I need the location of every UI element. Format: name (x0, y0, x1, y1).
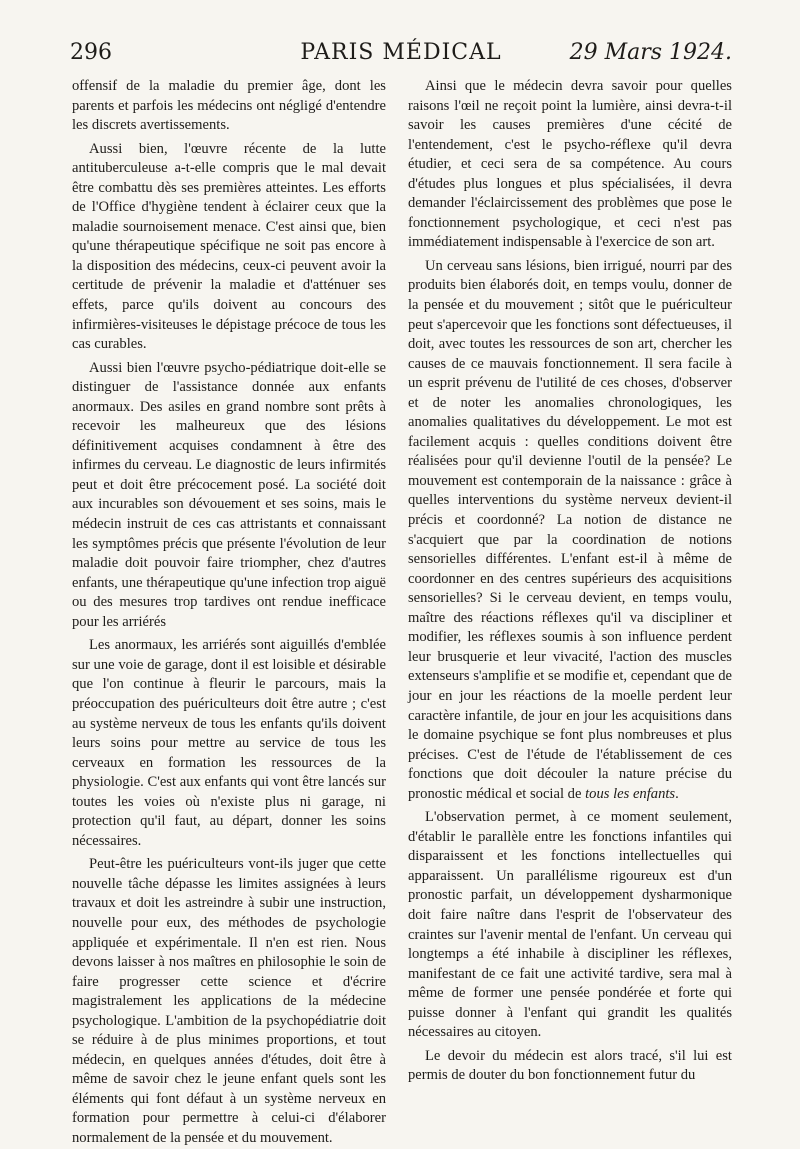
paragraph-end: . (675, 785, 679, 802)
paragraph: Les anormaux, les arriérés sont aiguillés d'emblée sur une voie de garage, dont il est loisible et désirable que l'on continue à fleurir le parcours, mais la préoccupation des puériculteurs doit être autre ; c'est au système nerveux de tous les enfants qu'ils doivent leurs soins pour mettre au service de tous les cerveaux en formation les ressources de la physiologie. C'est aux enfants qui vont être lancés sur toutes les voies où n'existe plus ni garage, ni protection qu'il faut, au départ, donner les soins nécessaires. (72, 637, 386, 849)
paragraph: Aussi bien, l'œuvre récente de la lutte antituberculeuse a-t-elle compris que le mal devait être combattu dès ses premières atteintes. Les efforts de l'Office d'hygiène tendent à éclairer ceux que la maladie sournoisement menace. C'est ainsi que, bien qu'une thérapeutique spécifique ne soit pas encore à la disposition des médecins, ceux-ci peuvent avoir la certitude de prévenir la maladie et d'atténuer ses effets, parce qu'ils doivent au concours des infirmières-visiteuses le dépistage précoce de tous les cas curables. (72, 140, 386, 353)
emphasis-text: tous les enfants (585, 785, 676, 802)
page-number: 296 (70, 40, 112, 65)
right-column (408, 77, 732, 1086)
left-column (72, 77, 386, 1149)
issue-date: 29 Mars 1924. (569, 40, 732, 65)
journal-title: PARIS MÉDICAL (300, 40, 502, 65)
paragraph-text: Un cerveau sans lésions, bien irrigué, nourri par des produits bien élaborés doit, en temps voulu, donner de la pensée et du mouvement ; sitôt que le puériculteur peut s'apercevoir que les fonctions sont défectueuses, il doit, avec toutes les ressources de son art, chercher les causes de ce mauvais fonctionnement. Il sera facile à un esprit prévenu de l'utilité de ces choses, d'observer et de noter les anomalies chronologiques, les anomalies qualitatives du développement. Le mot est facilement acquis : quelles conditions doivent être réalisées pour qu'il devienne l'outil de la pensée? Le mouvement est contemporain de la naissance : grâce à quelles interventions du système nerveux devient-il précis et coordonné? La notion de distance ne s'acquiert que par la coordination de notions sensorielles différentes. L'enfant est-il à même de coordonner en des centres supérieurs des acquisitions sensorielles? Si le cerveau devient, en temps voulu, maître des réactions réflexes qu'il va discipliner et modifier, les réflexes soumis à son influence perdent leur brusquerie et leur vivacité, l'action des muscles extenseurs s'amplifie et se modifie et, cependant que de jour en jour les réactions de la moelle perdent leur caractère infantile, de jour en jour les acquisitions dans le domaine psychique se font plus nombreuses et plus précises. C'est de l'étude de l'établissement de ces fonctions que doit découler la nature précise du pronostic médical et social de (408, 257, 732, 802)
paragraph: Peut-être les puériculteurs vont-ils juger que cette nouvelle tâche dépasse les limites assignées à leurs travaux et doit les astreindre à subir une instruction, nouvelle pour eux, des méthodes de psychologie appliquée et expérimentale. Il n'en est rien. Nous devons laisser à nos maîtres en philosophie le soin de faire progresser cette science et d'écrire magistralement les applications de la médecine psychologique. L'ambition de la psychopédiatrie doit se réduire à de plus minimes proportions, et tout médecin, en quelques années d'études, doit être à même de savoir chez le jeune enfant quels sont les éléments qui font défaut à un système nerveux en formation pour permettre à celui-ci d'élaborer normalement de la pensée et du mouvement. (72, 856, 386, 1146)
paragraph: Le devoir du médecin est alors tracé, s'il lui est permis de douter du bon fonctionnement futur du (408, 1047, 732, 1084)
paragraph: L'observation permet, à ce moment seulement, d'établir le parallèle entre les fonctions infantiles qui disparaissent et les fonctions intellectuelles qui apparaissent. Un parallélisme rigoureux est d'un pronostic parfait, un développement dysharmonique doit faire naître dans l'esprit de l'observateur des craintes sur l'avenir mental de l'enfant. Un cerveau qui longtemps a été inhabile à discipliner les réflexes, manifestant de ce fait une activité tardive, sera mal à même de former une pensée pondérée et forte qui puisse donner à l'enfant qui grandit les qualités nécessaires au citoyen. (408, 809, 732, 1041)
paragraph: offensif de la maladie du premier âge, dont les parents et parfois les médecins ont négligé d'entendre les discrets avertissements. (72, 78, 386, 134)
paragraph (408, 257, 732, 804)
page-header (70, 40, 732, 70)
paragraph: Ainsi que le médecin devra savoir pour quelles raisons l'œil ne reçoit point la lumière, ainsi devra-t-il savoir les causes premières d'une cécité de l'entendement, c'est le psycho-réflexe qu'il devra étudier, et ceci sera de sa compétence. Au cours d'études plus longues et plus spécialisées, il devra demander l'éclaircissement des problèmes que pose le fonctionnement psychologique, et ceci n'est pas immédiatement indispensable à l'exercice de son art. (408, 78, 732, 251)
paragraph: Aussi bien l'œuvre psycho-pédiatrique doit-elle se distinguer de l'assistance donnée aux enfants anormaux. Des asiles en grand nombre sont prêts à recevoir les malheureux que des lésions définitivement acquises condamnent à être des infirmes du cerveau. Le diagnostic de leurs infirmités peut et doit être précocement posé. La société doit aux incurables son dévouement et ses soins, mais le médecin instruit de ces cas attristants et connaissant les symptômes précis que présente l'évolution de leur maladie doit pouvoir faire triompher, chez d'autres enfants, une thérapeutique qu'une infection trop aiguë ou des mesures trop tardives ont rendue inefficace pour les arriérés (72, 359, 386, 630)
